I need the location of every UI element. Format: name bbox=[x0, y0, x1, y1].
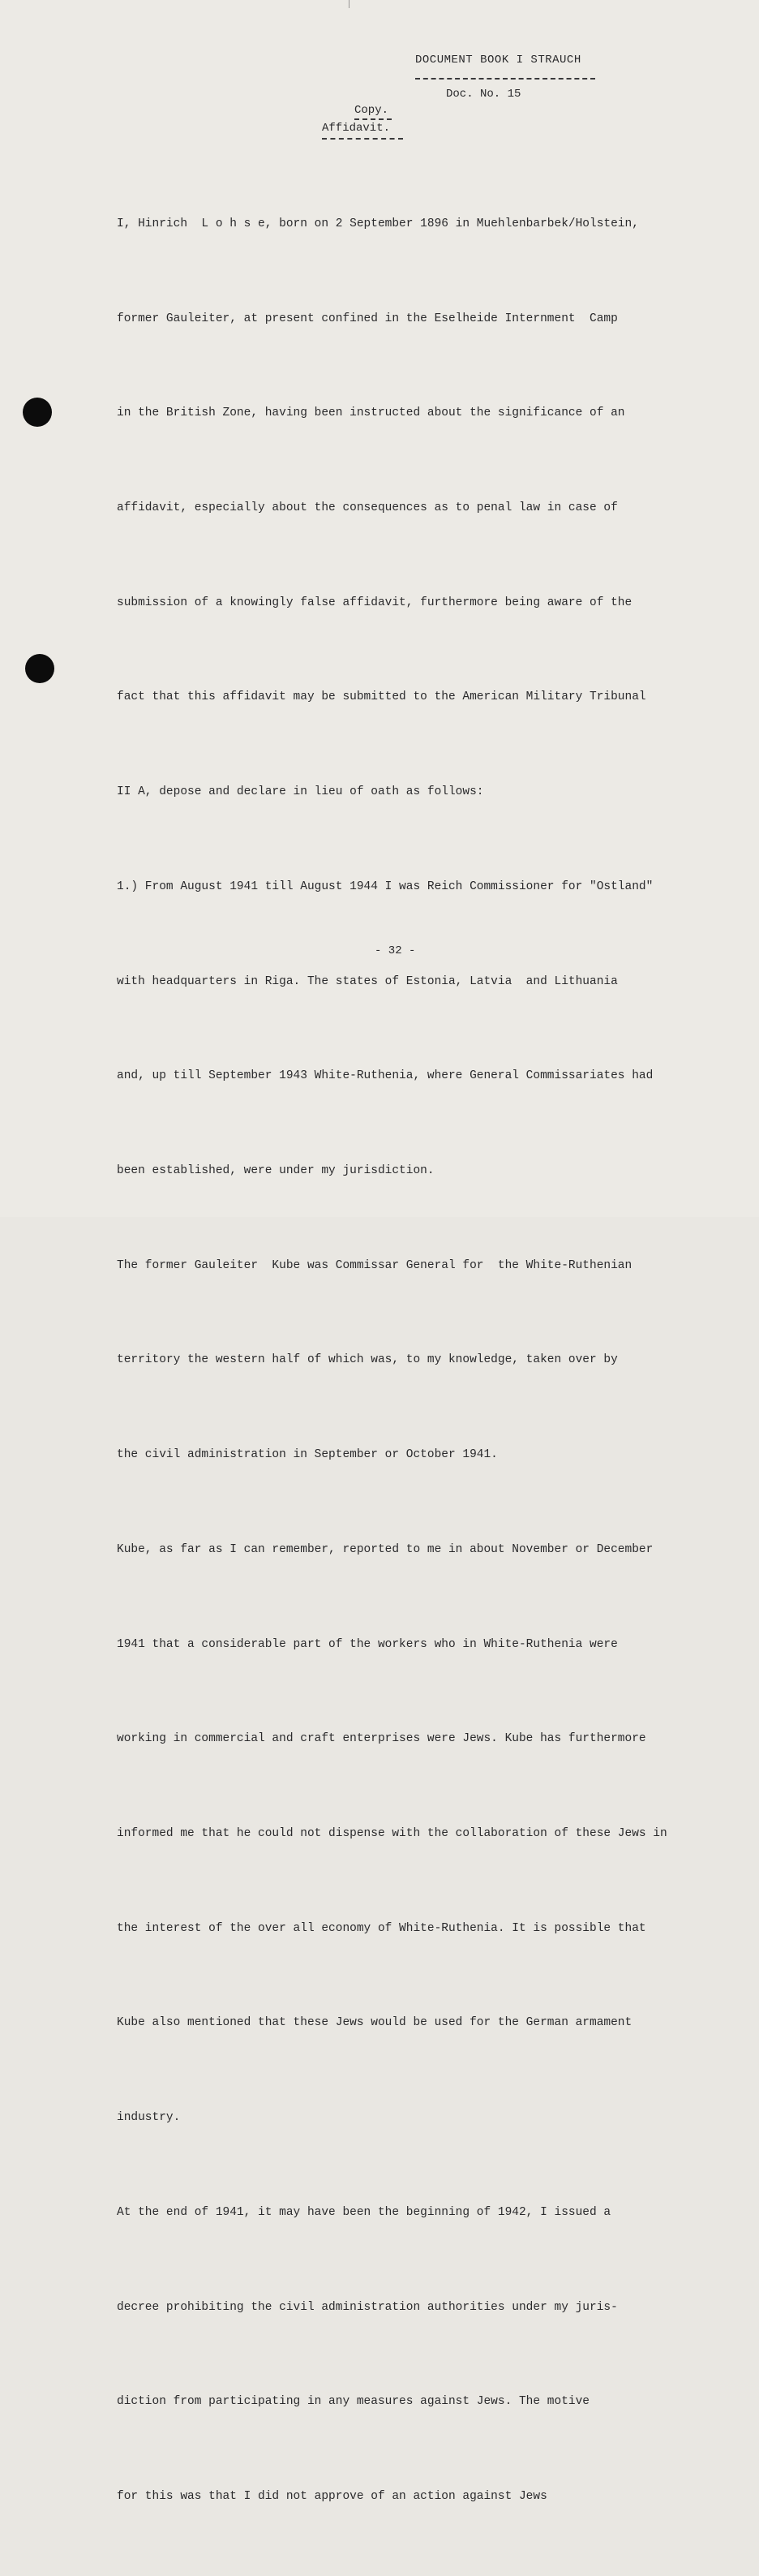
body-line: the civil administration in September or October 1941. bbox=[117, 1448, 498, 1462]
page-title: Affidavit. bbox=[322, 122, 391, 135]
body-line: II A, depose and declare in lieu of oath as follows: bbox=[117, 785, 484, 799]
body-line: 1.) From August 1941 till August 1944 I was Reich Commissioner for "Ostland" bbox=[117, 879, 654, 893]
body-line: Kube also mentioned that these Jews would be used for the German armament bbox=[117, 2016, 632, 2030]
page-number: - 32 - bbox=[375, 944, 416, 957]
body-line: At the end of 1941, it may have been the beginning of 1942, I issued a bbox=[117, 2205, 611, 2219]
body-line: Kube, as far as I can remember, reported to me in about November or December bbox=[117, 1542, 654, 1556]
heading-rule bbox=[415, 78, 595, 80]
body-line: I, Hinrich L o h s e, born on 2 September 1896 in Muehlenbarbek/Holstein, bbox=[117, 217, 639, 230]
title-underline bbox=[322, 138, 403, 140]
punch-hole-lower bbox=[25, 654, 54, 683]
document-book-heading: DOCUMENT BOOK I STRAUCH bbox=[415, 54, 581, 67]
body-line: affidavit, especially about the consequences as to penal law in case of bbox=[117, 501, 618, 514]
body-line: and, up till September 1943 White-Ruthenia, where General Commissariates had bbox=[117, 1069, 654, 1083]
body-line: territory the western half of which was, to my knowledge, taken over by bbox=[117, 1353, 618, 1367]
body-line: informed me that he could not dispense with the collaboration of these Jews in bbox=[117, 1827, 667, 1841]
body-line: fact that this affidavit may be submitted to the American Military Tribunal bbox=[117, 690, 646, 704]
copy-label: Copy. bbox=[354, 104, 389, 117]
body-line: for this was that I did not approve of an action against Jews bbox=[117, 2490, 547, 2504]
body-line: The former Gauleiter Kube was Commissar General for the White-Ruthenian bbox=[117, 1258, 632, 1272]
body-line: decree prohibiting the civil administration authorities under my juris- bbox=[117, 2300, 618, 2314]
body-line: the interest of the over all economy of White-Ruthenia. It is possible that bbox=[117, 1921, 646, 1935]
affidavit-body bbox=[117, 145, 717, 2576]
body-line: industry. bbox=[117, 2111, 181, 2125]
body-line: diction from participating in any measures against Jews. The motive bbox=[117, 2395, 590, 2409]
doc-number: Doc. No. 15 bbox=[446, 88, 521, 101]
body-line: former Gauleiter, at present confined in the Eselheide Internment Camp bbox=[117, 312, 618, 325]
body-line: been established, were under my jurisdiction. bbox=[117, 1164, 435, 1177]
body-line: 1941 that a considerable part of the workers who in White-Ruthenia were bbox=[117, 1637, 618, 1651]
punch-hole-upper bbox=[23, 398, 52, 427]
body-line: submission of a knowingly false affidavit, furthermore being aware of the bbox=[117, 596, 632, 609]
body-line: working in commercial and craft enterprises were Jews. Kube has furthermore bbox=[117, 1732, 646, 1746]
body-line: in the British Zone, having been instructed about the significance of an bbox=[117, 406, 625, 420]
copy-underline bbox=[354, 118, 392, 120]
body-line: with headquarters in Riga. The states of Estonia, Latvia and Lithuania bbox=[117, 974, 618, 988]
